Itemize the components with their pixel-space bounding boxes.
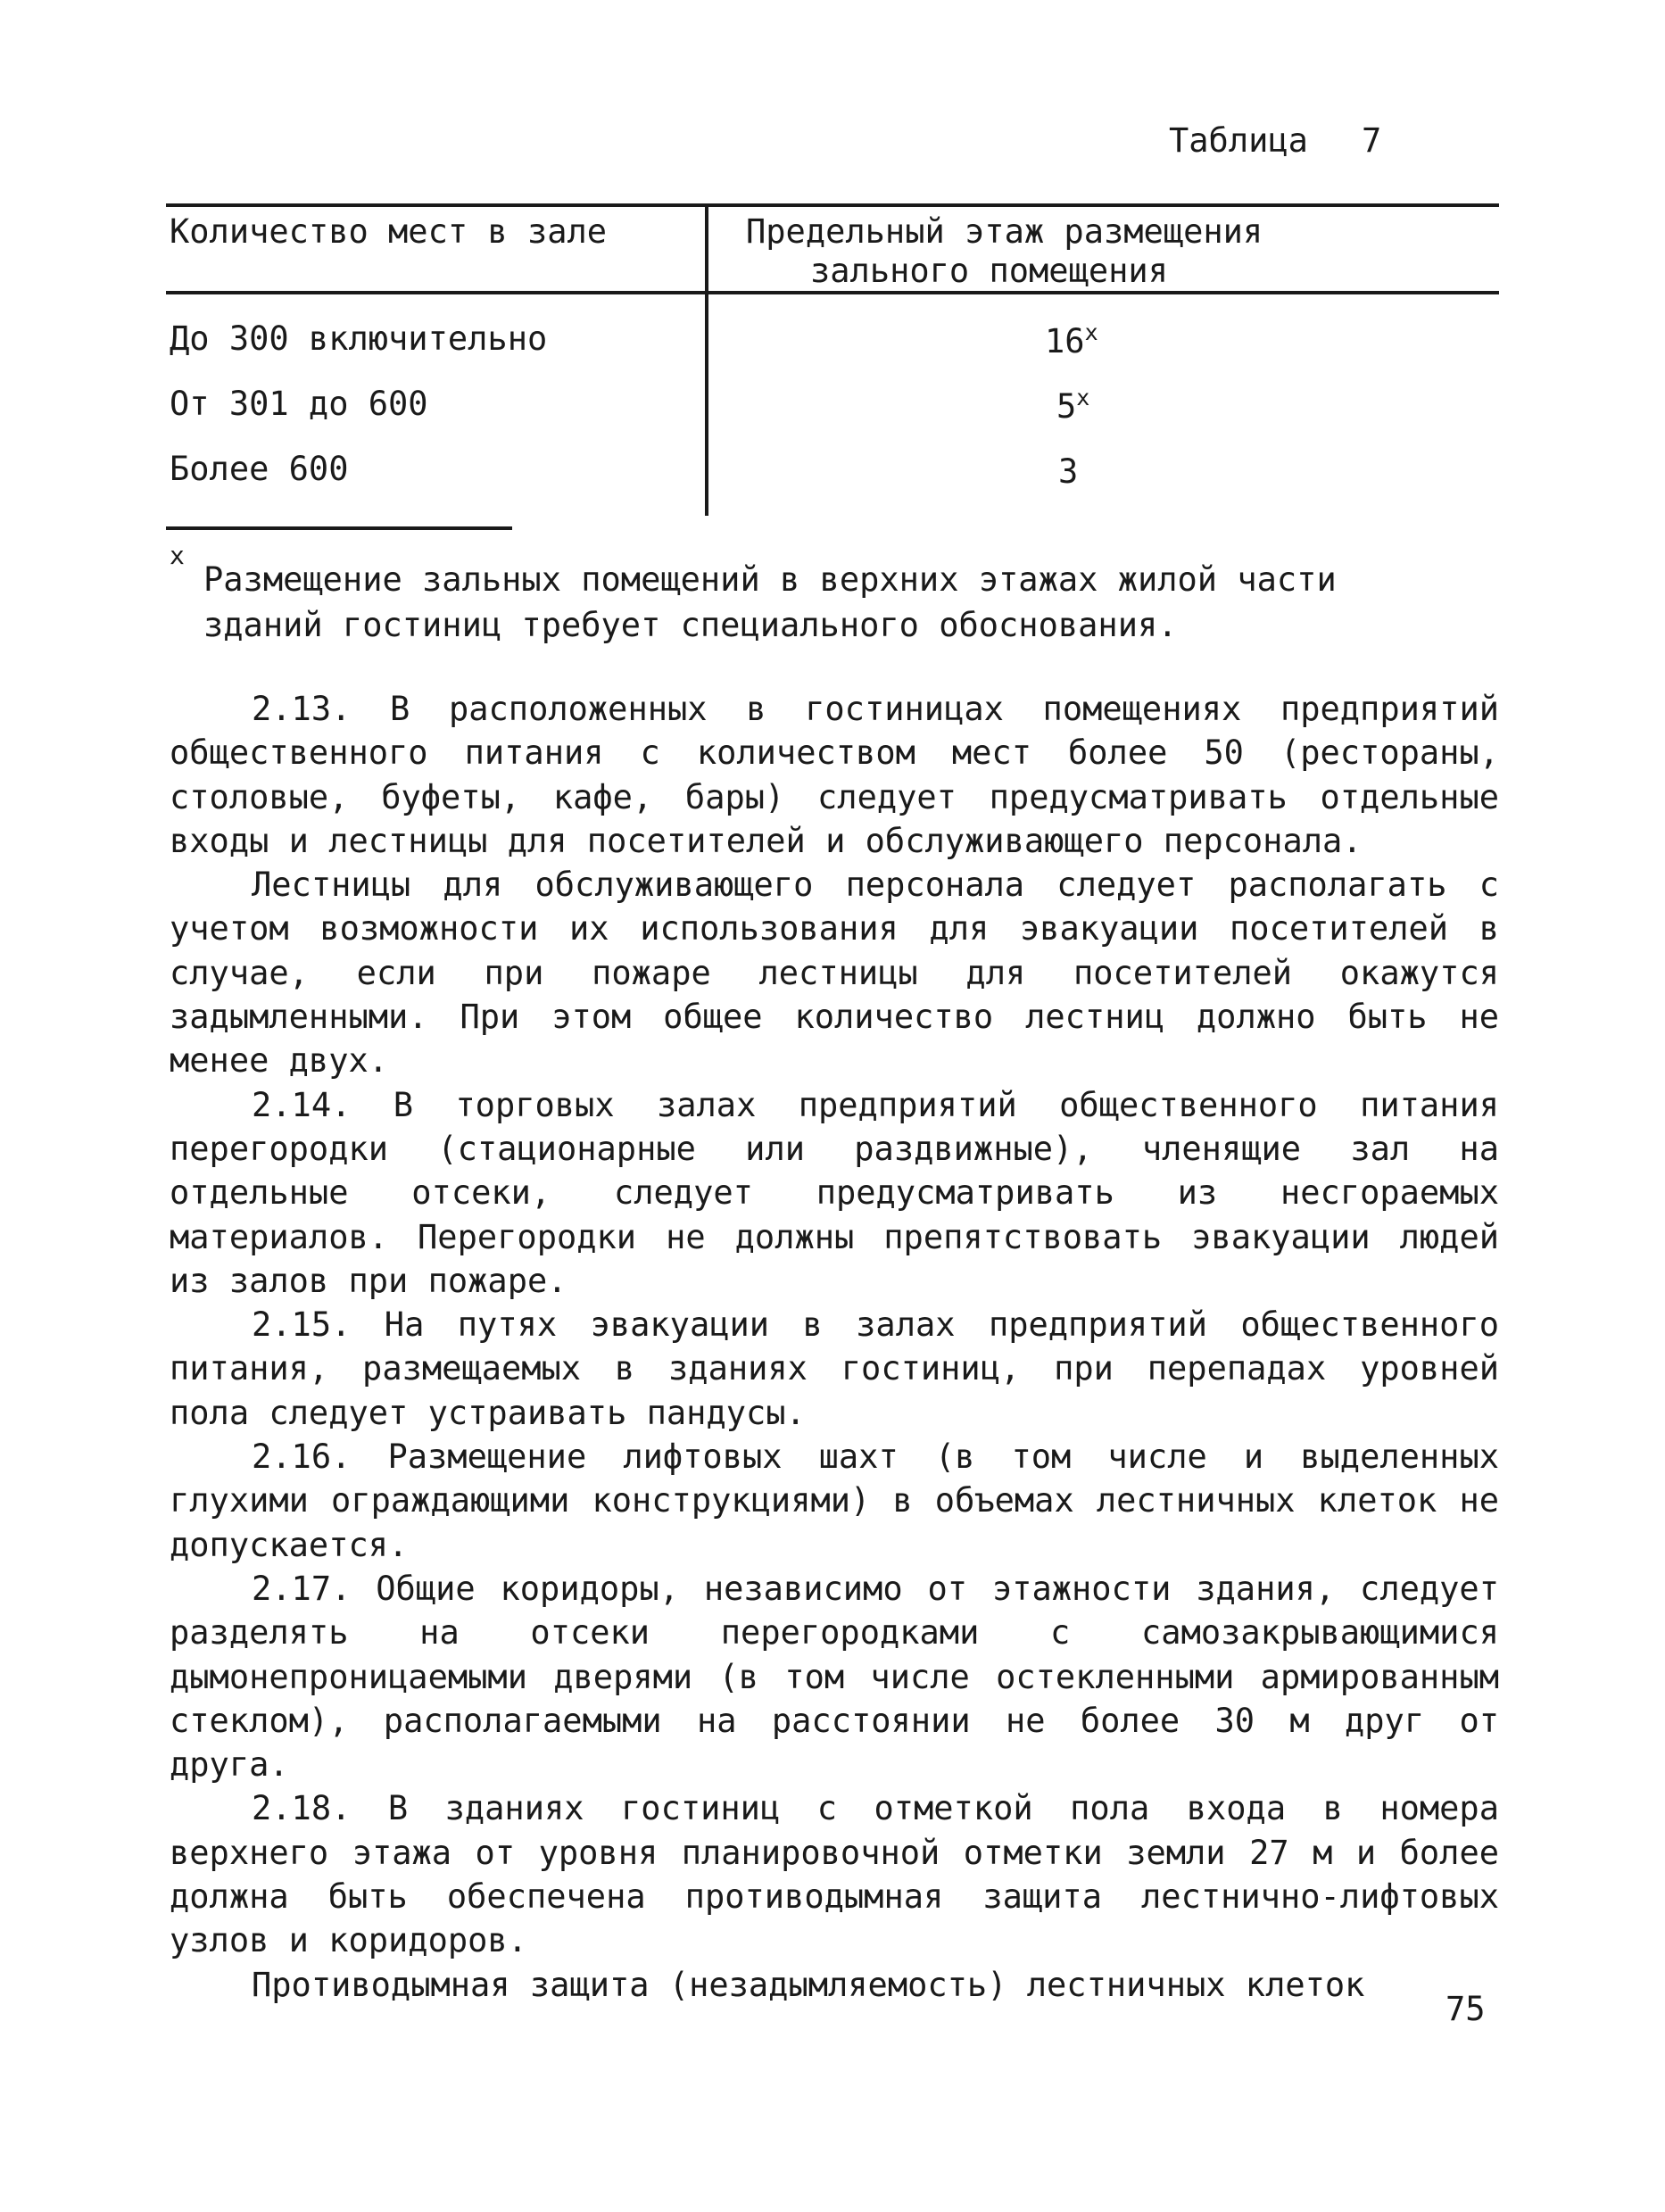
table-row-seats: До 300 включительно — [170, 319, 548, 358]
page-number: 75 — [1445, 1990, 1486, 2028]
table-row-seats: От 301 до 600 — [170, 385, 428, 423]
paragraph-2-18: 2.18. В зданиях гостиниц с отметкой пола входа в номера верхнего этажа от уровня планировочной отметки земли 27 м и более должна быть обеспечена противодымная защита лестнично-лифтовых узлов и коридоров. — [170, 1789, 1499, 1960]
table-row-seats: Более 600 — [170, 450, 349, 488]
footnote-rule — [166, 526, 512, 530]
table-caption — [1169, 121, 1381, 160]
body-text — [170, 687, 1499, 2007]
paragraph-smoke-protection: Противодымная защита (незадымляемость) лестничных клеток — [252, 1965, 1365, 2004]
footnote-text: Размещение зальных помещений в верхних этажах жилой части зданий гостиниц требует специального обоснования. — [203, 560, 1337, 644]
table-header-floor-line1: Предельный этаж размещения — [746, 212, 1263, 251]
paragraph-2-14: 2.14. В торговых залах предприятий общественного питания перегородки (стационарные или раздвижные), членящие зал на отдельные отсеки, следует предусматривать из несгораемых материалов. Перегородки не должны препятствовать эвакуации людей из залов при пожаре. — [170, 1085, 1499, 1300]
table-row-floor-mark: x — [1076, 385, 1090, 410]
table-column-divider — [705, 203, 708, 516]
paragraph-2-17: 2.17. Общие коридоры, независимо от этажности здания, следует разделять на отсеки перегородками с самозакрывающимися дымонепроницаемыми дверями (в том числе остекленными армированным стеклом), располагаемыми на расстоянии не более 30 м друг от друга. — [170, 1569, 1499, 1785]
table-caption-number: 7 — [1361, 121, 1382, 160]
table-row-floor-value: 5 — [1056, 387, 1077, 426]
table-row-floor — [1056, 385, 1089, 426]
table-row-floor — [1058, 450, 1078, 491]
footnote-mark: x — [170, 541, 185, 570]
paragraph-2-16: 2.16. Размещение лифтовых шахт (в том числе и выделенных глухими ограждающими конструкциями) в объемах лестничных клеток не допускается. — [170, 1437, 1499, 1564]
paragraph-stairs-staff: Лестницы для обслуживающего персонала следует располагать с учетом возможности их использования для эвакуации посетителей в случае, если при пожаре лестницы для посетителей окажутся задымленными. При этом общее количество лестниц должно быть не менее двух. — [170, 866, 1499, 1081]
table-row-floor — [1045, 319, 1098, 360]
seats-floor-table — [166, 203, 1499, 516]
paragraph-2-15: 2.15. На путях эвакуации в залах предприятий общественного питания, размещаемых в зданиях гостиниц, при перепадах уровней пола следует устраивать пандусы. — [170, 1305, 1499, 1432]
table-row-floor-mark: x — [1084, 319, 1098, 345]
table-top-rule — [166, 203, 1499, 207]
table-header-seats: Количество мест в зале — [170, 212, 608, 251]
table-caption-label: Таблица — [1169, 121, 1308, 160]
table-header-floor — [746, 212, 1478, 291]
table-row-floor-value: 3 — [1058, 452, 1079, 491]
paragraph-2-13: 2.13. В расположенных в гостиницах помещениях предприятий общественного питания с количеством мест более 50 (рестораны, столовые, буфеты, кафе, бары) следует предусматривать отдельные входы и лестницы для посетителей и обслуживающего персонала. — [170, 690, 1499, 860]
table-row-floor-value: 16 — [1045, 322, 1085, 360]
table-header-rule — [166, 291, 1499, 294]
table-header-floor-line2: зального помещения — [810, 252, 1168, 290]
